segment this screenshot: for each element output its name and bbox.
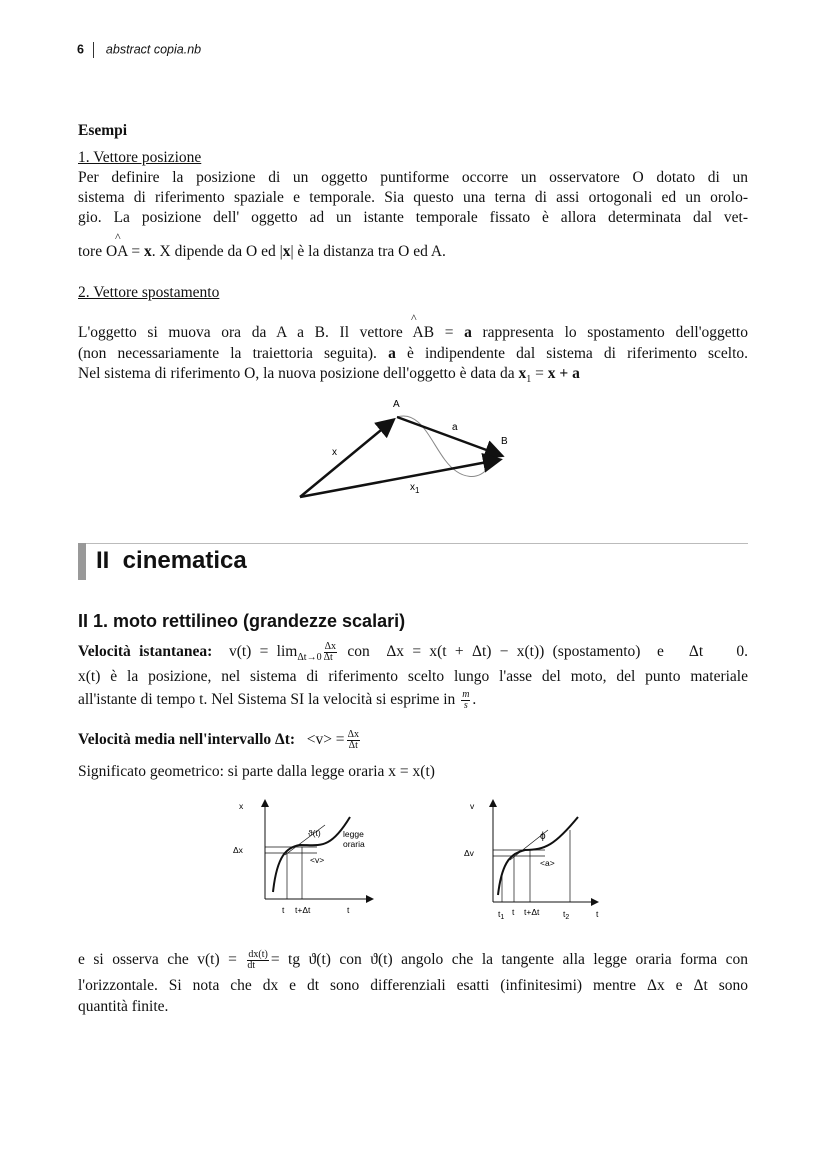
svg-text:ϕ: ϕ [540,831,546,842]
svg-text:Δv: Δv [464,848,474,858]
graph-velocita [460,795,620,925]
label-x1: $x_1$ [410,482,420,495]
label-B: B [501,436,508,447]
svg-text:<v>: <v> [310,855,325,865]
hat-accent: ^ [411,311,417,325]
velocita-media-line: Velocità media nell'intervallo Δt: <v> = $\frac{\Delta x}{\Delta t}$ [78,729,359,751]
page-number: 6 [77,42,84,57]
svg-text:t2: $t_2$ [563,909,570,921]
velocita-istantanea-line: Velocità istantanea: $v(t) = \lim_{\Delta t\to 0}$ $\frac{\Delta x}{\Delta t}$ con Δx = x(t + Δt) − x(t)) (spostamento) e Δt 0. [78,641,749,664]
svg-text:Δx: Δx [233,845,243,855]
section-title: II 1. moto rettilineo (grandezze scalari) [78,611,406,631]
header-divider [93,42,94,58]
paragraph-line: all'istante di tempo t. Nel Sistema SI la velocità si esprime in $\frac{m}{s}$ . [78,689,477,711]
svg-text:t: t [596,909,599,919]
paragraph-line: Per definire la posizione di un oggetto puntiforme occorre un osservatore O dotato di un [78,169,748,186]
paragraph-line: L'oggetto si muova ora da A a B. Il vettore AB = a rappresenta lo spostamento dell'oggetto [78,324,748,341]
paragraph-line: sistema di riferimento spaziale e temporale. Sia questo una terna di assi ortogonali ed un orolo- [78,189,748,206]
svg-text:v: v [470,801,475,811]
svg-text:t: t [347,905,350,915]
svg-text:t: t [282,905,285,915]
graph-legge-oraria [225,795,405,925]
svg-text:ϑ(t): ϑ(t) [308,828,321,838]
subheading-vettore-posizione: 1. Vettore posizione [78,149,202,166]
svg-text:t+Δt: t+Δt [524,907,540,917]
svg-text:t+Δt: t+Δt [295,905,311,915]
header-title: abstract copia.nb [105,42,202,57]
paragraph-line: (non necessariamente la traiettoria seguita). a è indipendente dal sistema di riferimento scelto. [78,345,748,362]
page-header [77,42,201,58]
paragraph-line: tore OA = x. X dipende da O ed |x| è la distanza tra O ed A. [78,243,446,260]
esempi-heading: Esempi [78,122,128,139]
label-x: x [332,447,337,458]
significato-line: Significato geometrico: si parte dalla legge oraria x = x(t) [78,763,435,780]
svg-text:x: x [239,801,244,811]
hat-accent: ^ [115,230,121,244]
chapter-bar [78,543,86,580]
svg-text:t: t [512,907,515,917]
vector-diagram [280,390,530,505]
paragraph-line: quantità finite. [78,998,169,1015]
svg-text:t1: $t_1$ [498,909,505,921]
paragraph-line: e si osserva che v(t) = $\frac{dx(t)}{dt}$ = tg ϑ(t) con ϑ(t) angolo che la tangente alla legge oraria forma con [78,949,748,971]
paragraph-line: Nel sistema di riferimento O, la nuova posizione dell'oggetto è data da $x_1 = x + a$ [78,365,580,386]
chapter-rule [78,543,748,544]
svg-text:oraria: oraria [343,839,365,849]
label-A: A [393,399,400,410]
paragraph-line: x(t) è la posizione, nel sistema di riferimento scelto lungo l'asse del moto, del punto materiale [78,668,748,685]
svg-text:<a>: <a> [540,858,555,868]
paragraph-line: l'orizzontale. Si nota che dx e dt sono differenziali esatti (infinitesimi) mentre Δx e Δt sono [78,977,748,994]
subheading-vettore-spostamento: 2. Vettore spostamento [78,284,220,301]
chapter-title: II cinematica [96,547,247,574]
paragraph-line: gio. La posizione dell' oggetto ad un istante temporale fissato è allora determinata dal vet- [78,209,748,226]
svg-text:legge: legge [343,829,364,839]
label-a: a [452,422,458,433]
